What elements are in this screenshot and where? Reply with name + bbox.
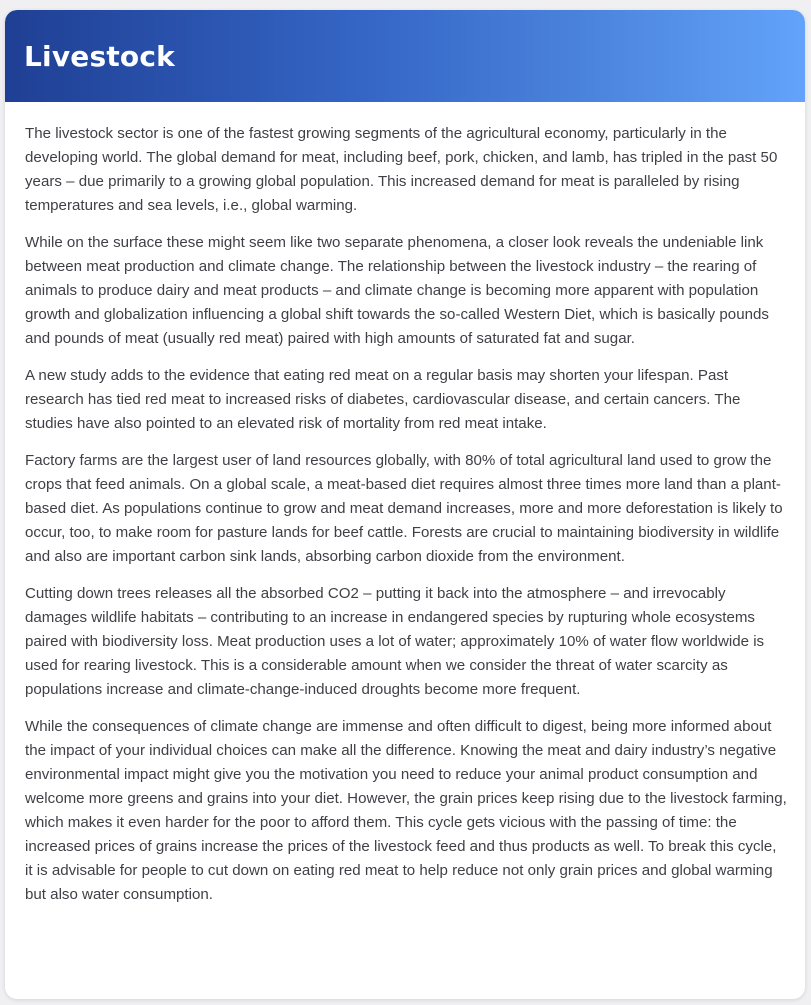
paragraph-health-study: A new study adds to the evidence that eating red meat on a regular basis may shorten your lifespan. Past research has tied red meat to increased risks of diabetes, cardiovascular disease, and certain cancers. The studies have also pointed to an elevated risk of mortality from red meat intake. [25, 367, 741, 432]
paragraph-intro: The livestock sector is one of the fastest growing segments of the agricultural economy, particularly in the developing world. The global demand for meat, including beef, pork, chicken, and lamb, has tripled in the past 50 years – due primarily to a growing global population. This increased demand for meat is paralleled by rising temperatures and sea levels, i.e., global warming. [25, 125, 778, 214]
article-card [5, 10, 805, 999]
paragraph-land-use: Factory farms are the largest user of land resources globally, with 80% of total agricultural land used to grow the crops that feed animals. On a global scale, a meat-based diet requires almost three times more land than a plant-based diet. As populations continue to grow and meat demand increases, more and more deforestation is likely to occur, too, to make room for pasture lands for beef cattle. Forests are crucial to maintaining biodiversity in wildlife and also are important carbon sink lands, absorbing carbon dioxide from the environment. [25, 452, 783, 565]
page-title: Livestock [24, 39, 175, 73]
paragraph-conclusion: While the consequences of climate change are immense and often difficult to digest, being more informed about the impact of your individual choices can make all the difference. Knowing the meat and dairy industry’s negative environmental impact might give you the motivation you need to reduce your animal product consumption and welcome more greens and grains into your diet. However, the grain prices keep rising due to the livestock farming, which makes it even harder for the poor to afford them. This cycle gets vicious with the passing of time: the increased prices of grains increase the prices of the livestock feed and thus products as well. To break this cycle, it is advisable for people to cut down on eating red meat to help reduce not only grain prices and global warming but also water consumption. [25, 718, 787, 903]
article-body [5, 102, 805, 907]
paragraph-climate-link: While on the surface these might seem like two separate phenomena, a closer look reveals the undeniable link between meat production and climate change. The relationship between the livestock industry – the rearing of animals to produce dairy and meat products – and climate change is becoming more apparent with population growth and globalization influencing a global shift towards the so-called Western Diet, which is basically pounds and pounds of meat (usually red meat) paired with high amounts of saturated fat and sugar. [25, 234, 769, 347]
paragraph-deforestation-water: Cutting down trees releases all the absorbed CO2 – putting it back into the atmosphere – and irrevocably damages wildlife habitats – contributing to an increase in endangered species by rupturing whole ecosystems paired with biodiversity loss. Meat production uses a lot of water; approximately 10% of water flow worldwide is used for rearing livestock. This is a considerable amount when we consider the threat of water scarcity as populations increase and climate-change-induced droughts become more frequent. [25, 585, 765, 698]
card-header [5, 10, 805, 102]
